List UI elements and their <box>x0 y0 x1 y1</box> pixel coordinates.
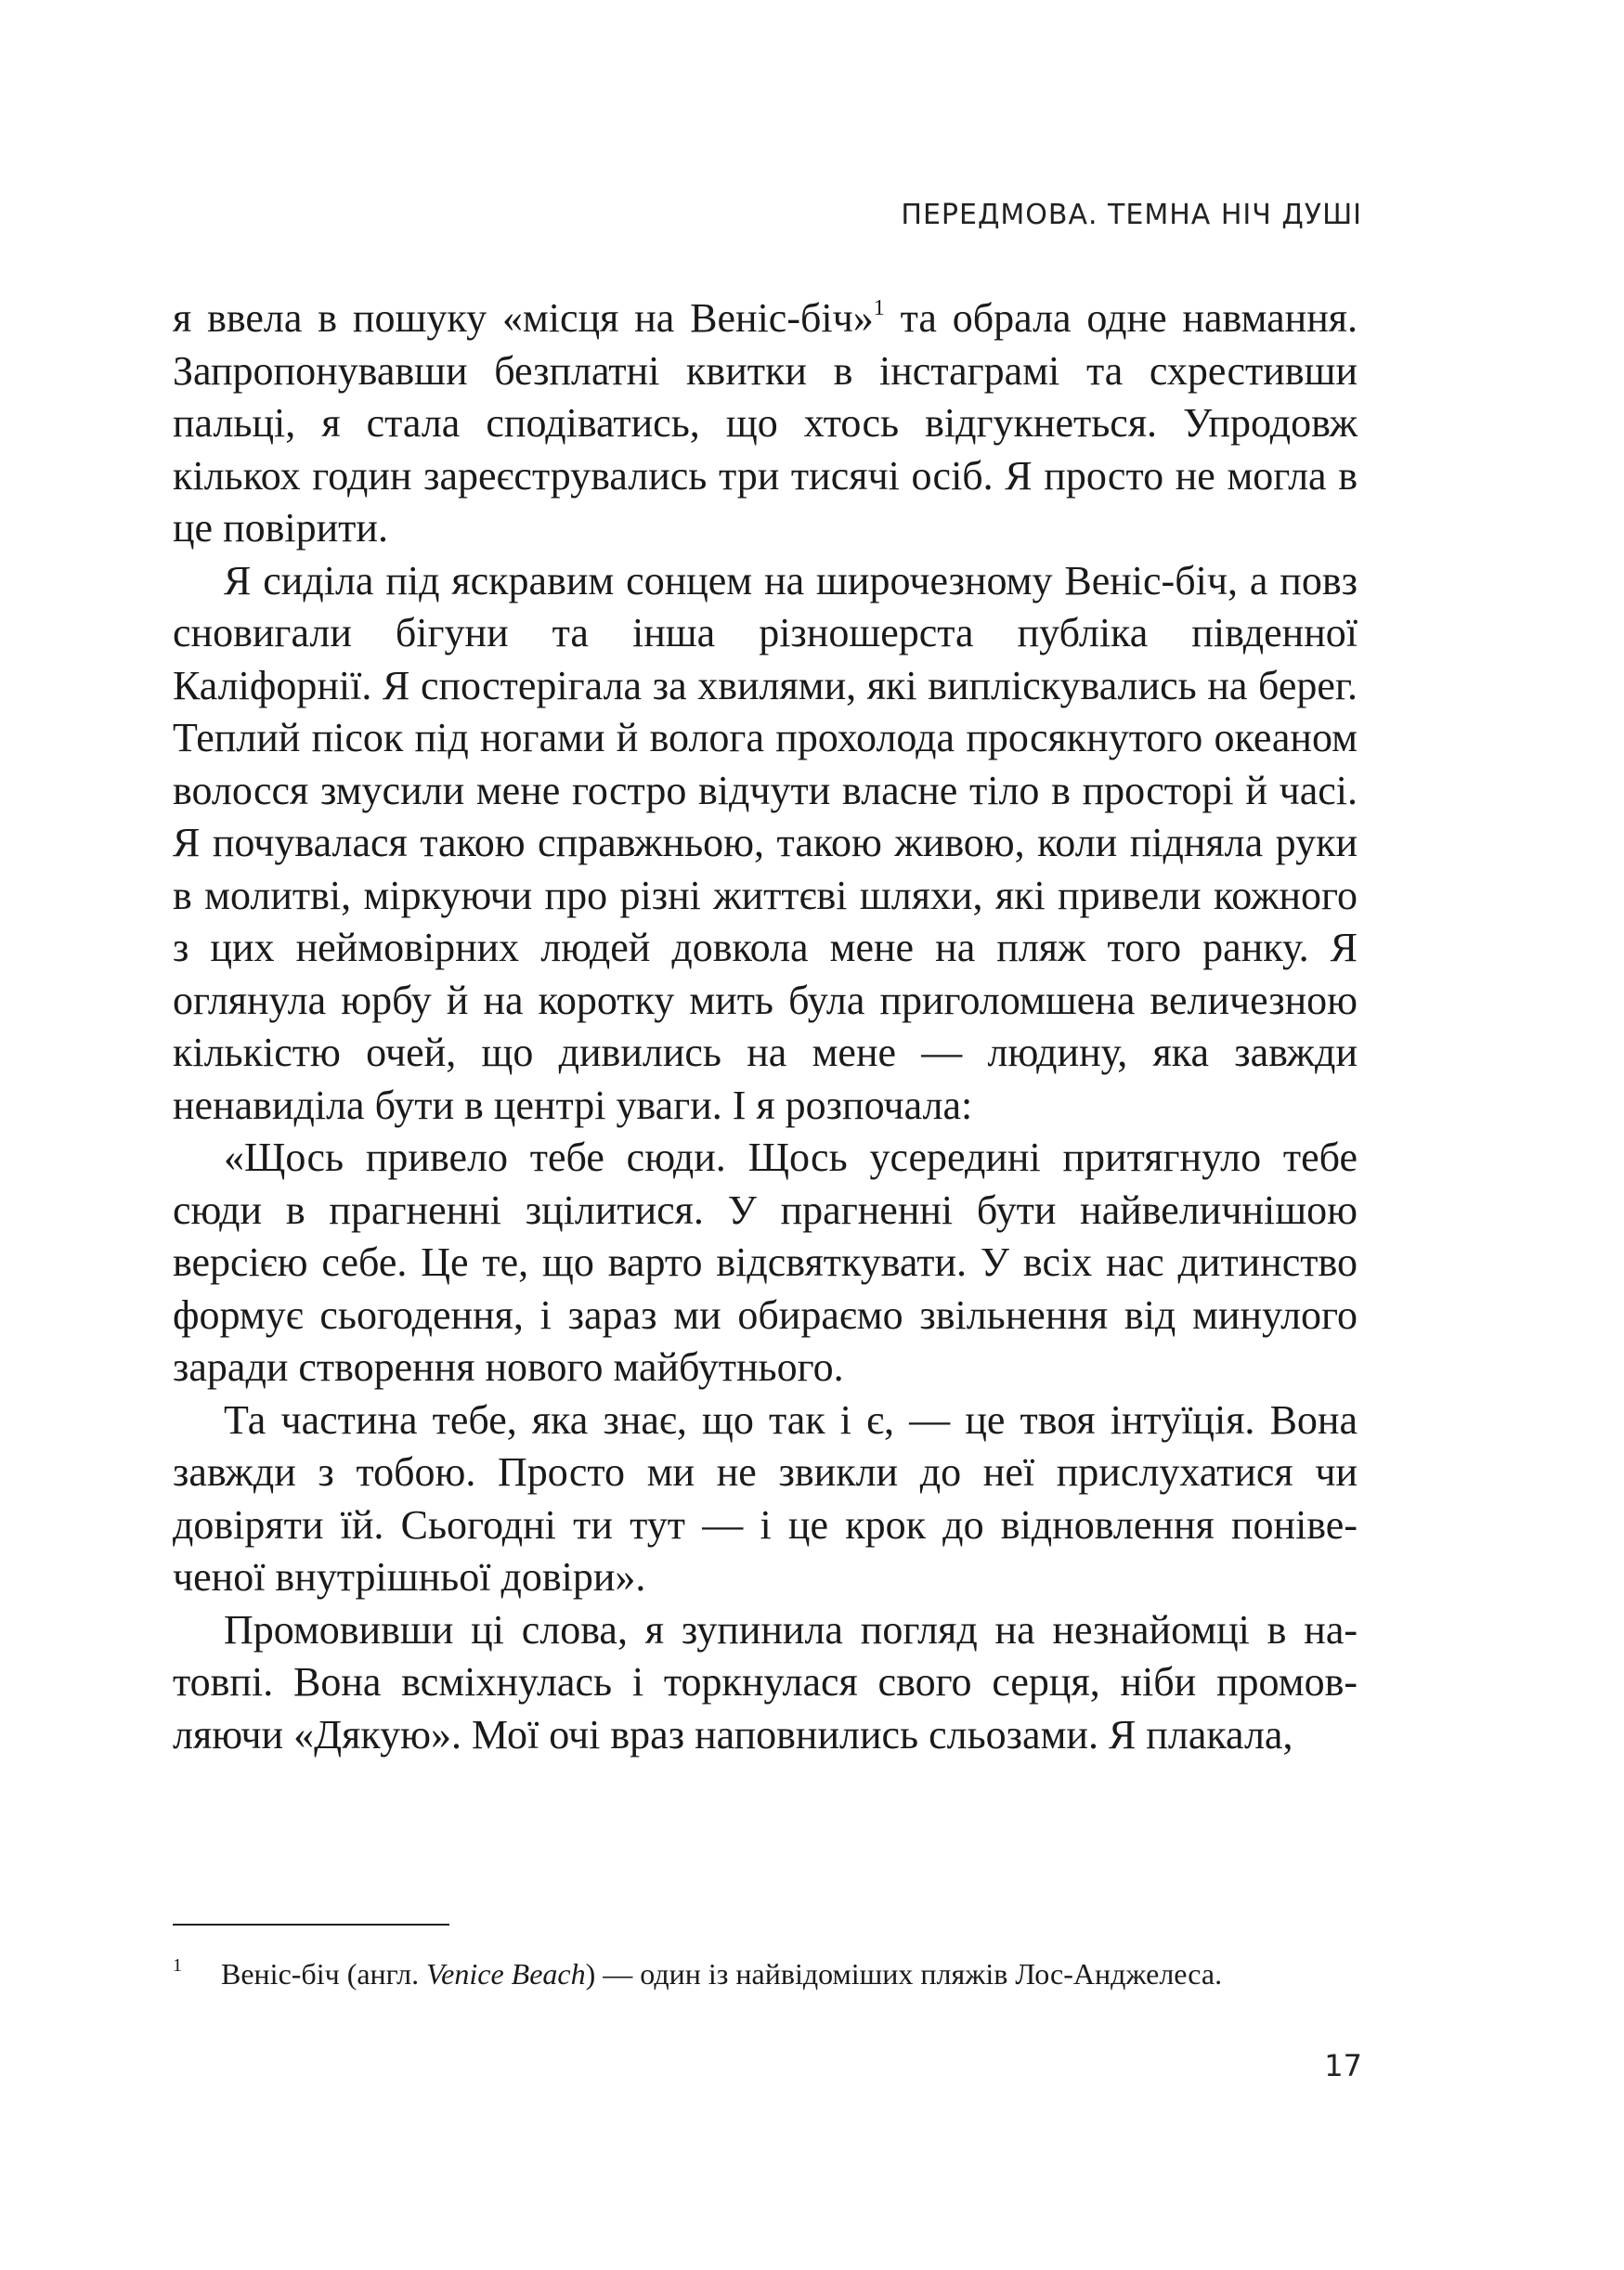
body-text <box>173 292 1358 1761</box>
paragraph-3: «Щось привело тебе сюди. Щось усередині притягнуло тебе сюди в прагненні зцілитися. У прагненні бути найвеличнішою версією себе. Це те, що варто відсвяткувати. У всіх нас дитинство формує сьогодення, і зараз ми обираємо звільнення від минулого заради створення нового майбутнього. <box>173 1135 1358 1390</box>
paragraph-1-rest: та обрала одне навмання. Запропонувавши безплатні квитки в інстаграмі та схрестивши пальці, я стала сподіватись, що хтось відгукнеться. Упродовж кількох годин зареєструвались три тисячі осіб. Я просто не могла в це повірити. <box>173 295 1358 551</box>
footnote-divider <box>173 1924 449 1926</box>
footnote-text-end: ) — один із найвідоміших пляжів Лос-Анджелеса. <box>585 1957 1223 1991</box>
paragraph-1 <box>173 292 1358 555</box>
footnote-text-italic: Venice Beach <box>426 1957 586 1991</box>
paragraph-2: Я сиділа під яскравим сонцем на широчезному Веніс-біч, а повз сновигали бігуни та інша різношерста публіка південної Каліфорнії. Я спостерігала за хвилями, які випліскувались на берег. Теплий пісок під ногами й волога прохолода просякнутого океаном волосся змусили мене гостро відчути власне тіло в просторі й часі. Я почувалася такою справжньою, такою живою, коли підняла руки в молитві, міркуючи про різні життєві шляхи, які привели кожного з цих неймовірних людей довкола мене на пляж того ранку. Я оглянула юрбу й на коротку мить була приголомшена величезною кількістю очей, що дивились на мене — людину, яка завжди ненавиділа бути в центрі уваги. І я розпочала: <box>173 557 1358 1128</box>
footnote-reference[interactable]: 1 <box>873 296 885 320</box>
paragraph-5: Промовивши ці слова, я зупинила погляд на незнайомці в натовпі. Вона всміхнулась і торкнулася свого серця, ніби промовляючи «Дякую». Мої очі враз наповнились сльозами. Я плакала, <box>173 1606 1358 1758</box>
page-number: 17 <box>1324 2048 1362 2083</box>
paragraph-1-start: я ввела в пошуку «місця на Веніс-біч» <box>173 295 874 341</box>
footnote: 1 Веніс-біч (англ. Venice Beach) — один із найвідоміших пляжів Лос-Анджелеса. <box>173 1955 1223 1991</box>
paragraph-4: Та частина тебе, яка знає, що так і є, — це твоя інтуїція. Вона завжди з тобою. Просто ми не звикли до неї прислухатися чи довіряти їй. Сьогодні ти тут — і це крок до відновлення понівеченої внутрішньої довіри». <box>173 1396 1358 1600</box>
running-head: ПЕРЕДМОВА. ТЕМНА НІЧ ДУШІ <box>901 199 1362 231</box>
footnote-text-start: Веніс-біч (англ. <box>221 1957 427 1991</box>
